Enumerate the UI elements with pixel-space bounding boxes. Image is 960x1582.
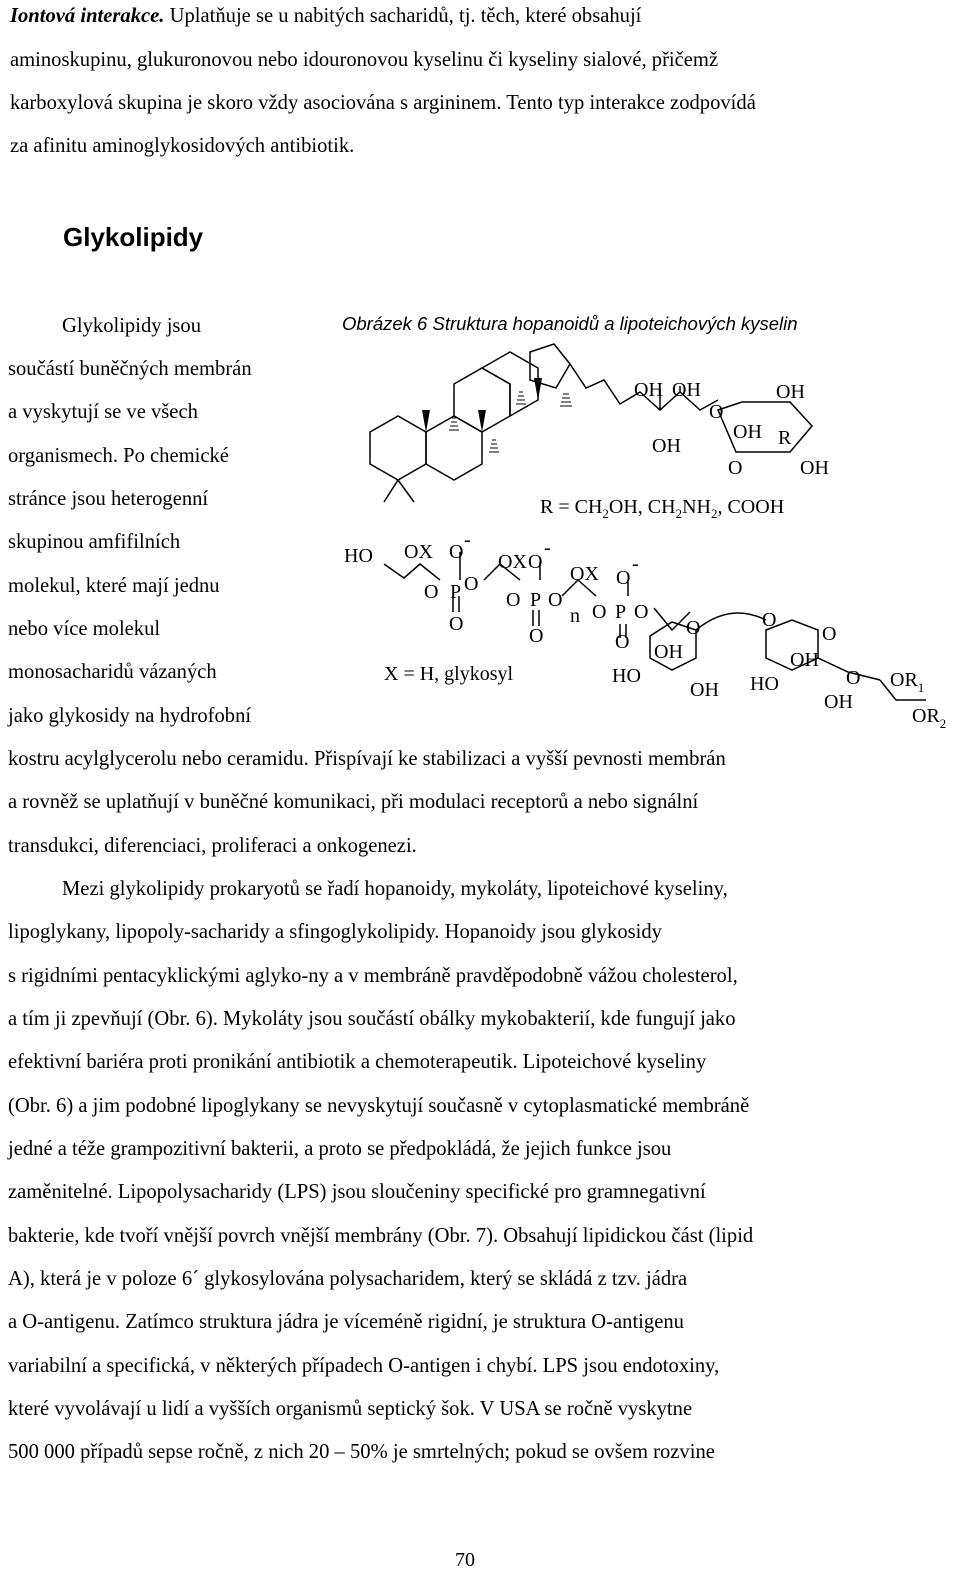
oxygen-label: O: [822, 623, 837, 645]
wrapped-line: skupinou amfifilních: [8, 531, 181, 553]
substituent-label: OX: [498, 551, 527, 573]
body-line: s rigidními pentacyklickými aglyko-ny a v membráně pravděpodobně vážou cholesterol,: [8, 965, 738, 987]
hydroxyl-label: OH: [672, 379, 701, 401]
wrapped-line: organismech. Po chemické: [8, 445, 229, 467]
oxygen-label: O: [634, 601, 649, 623]
body-line: efektivní bariéra proti pronikání antibiotik a chemoterapeutik. Lipoteichové kyseliny: [8, 1051, 707, 1073]
oxygen-label: O: [506, 589, 521, 611]
hydroxyl-label: OH: [733, 421, 762, 443]
charge-label: -: [464, 529, 471, 551]
hydroxyl-label: OH: [776, 381, 805, 403]
oxygen-label: O: [728, 457, 743, 479]
body-line: a tím ji zpevňují (Obr. 6). Mykoláty jsou součástí obálky mykobakterií, kde fungují jako: [8, 1008, 736, 1030]
wrapped-line: a vyskytují se ve všech: [8, 401, 198, 423]
phosphorus-label: P: [450, 581, 462, 603]
hydroxyl-label: HO: [612, 665, 641, 687]
oxygen-label: O: [529, 625, 544, 647]
x-definition: X = H, glykosyl: [384, 663, 514, 685]
intro-line-1: [10, 6, 641, 27]
oxygen-label: O: [615, 631, 630, 653]
wrapped-line: nebo více molekul: [8, 618, 161, 640]
body-line: (Obr. 6) a jim podobné lipoglykany se nevyskytují současně v cytoplasmatické membráně: [8, 1095, 750, 1117]
ester-label: $OR_1$: [890, 669, 925, 695]
charge-label: -: [544, 537, 551, 559]
repeat-count-label: n: [570, 605, 580, 627]
oxygen-label: O: [528, 551, 543, 573]
hopanoid-lipoteichoic-structure: [0, 340, 960, 740]
body-line: a rovněž se uplatňují v buněčné komunikaci, při modulaci receptorů a nebo signální: [8, 791, 699, 813]
charge-label: -: [632, 553, 639, 575]
r-definition: [540, 496, 784, 521]
page-number: 70: [455, 1549, 475, 1571]
intro-line-1-text: Uplatňuje se u nabitých sacharidů, tj. těch, které obsahují: [164, 5, 642, 27]
hydroxyl-label: OH: [654, 641, 683, 663]
body-line: A), která je v poloze 6´ glykosylována polysacharidem, který se skládá z tzv. jádra: [8, 1268, 688, 1290]
oxygen-label: O: [709, 401, 724, 423]
body-line: variabilní a specifická, v některých případech O-antigen i chybí. LPS jsou endotoxiny,: [8, 1355, 720, 1377]
phosphorus-label: P: [615, 601, 627, 623]
oxygen-label: O: [424, 581, 439, 603]
hydroxyl-label: OH: [652, 435, 681, 457]
intro-term: Iontová interakce.: [10, 5, 165, 27]
hydroxyl-label: OH: [824, 691, 853, 713]
oxygen-label: O: [464, 573, 479, 595]
oxygen-label: O: [548, 589, 563, 611]
body-line: a O-antigenu. Zatímco struktura jádra je víceméně rigidní, je struktura O-antigenu: [8, 1311, 684, 1333]
wrapped-line: Glykolipidy jsou: [62, 315, 202, 337]
body-line: bakterie, kde tvoří vnější povrch vnější membrány (Obr. 7). Obsahují lipidickou část (lipid: [8, 1225, 754, 1247]
body-line: transdukci, diferenciaci, proliferaci a onkogenezi.: [8, 835, 417, 857]
hydroxyl-label: HO: [750, 673, 779, 695]
wrapped-line: monosacharidů vázaných: [8, 661, 217, 683]
svg-text:R = CH2OH, CH2NH2, COOH: $R = CH_2OH$, $CH_2NH_2$, COOH: [540, 496, 785, 521]
phosphorus-label: P: [530, 589, 542, 611]
hydroxyl-label: OH: [634, 379, 663, 401]
hydroxyl-label: HO: [344, 545, 373, 567]
oxygen-label: O: [449, 541, 464, 563]
ester-label: $OR_2$: [912, 705, 947, 731]
substituent-label: OX: [570, 563, 599, 585]
oxygen-label: O: [449, 613, 464, 635]
body-line: jedné a téže grampozitivní bakterii, a proto se předpokládá, že jejich funkce jsou: [8, 1138, 672, 1160]
wrapped-line: stránce jsou heterogenní: [8, 488, 209, 510]
oxygen-label: O: [686, 617, 701, 639]
teichoic-labels: [344, 529, 648, 685]
wrapped-line: součástí buněčných membrán: [8, 358, 252, 380]
intro-line-4: za afinitu aminoglykosidových antibiotik.: [10, 135, 355, 157]
section-title: Glykolipidy: [63, 222, 204, 252]
body-line: které vyvolávají u lidí a vyšších organismů septický šok. V USA se ročně vyskytne: [8, 1398, 693, 1420]
body-line: kostru acylglycerolu nebo ceramidu. Přispívají ke stabilizaci a vyšší pevnosti membrán: [8, 748, 726, 770]
hydroxyl-label: OH: [800, 457, 829, 479]
body-line: lipoglykany, lipopoly-sacharidy a sfingoglykolipidy. Hopanoidy jsou glykosidy: [8, 921, 662, 943]
oxygen-label: O: [592, 601, 607, 623]
figure-caption: Obrázek 6 Struktura hopanoidů a lipoteichových kyselin: [342, 313, 798, 334]
oxygen-label: O: [616, 567, 631, 589]
wrapped-line: molekul, které mají jednu: [8, 575, 220, 597]
wrapped-line: jako glykosidy na hydrofobní: [8, 705, 252, 727]
body-line: Mezi glykolipidy prokaryotů se řadí hopanoidy, mykoláty, lipoteichové kyseliny,: [62, 878, 728, 900]
oxygen-label: O: [846, 667, 861, 689]
hopanoid-labels: [634, 379, 829, 479]
intro-line-3: karboxylová skupina je skoro vždy asociována s argininem. Tento typ interakce zodpovídá: [10, 92, 756, 114]
hydroxyl-label: OH: [790, 649, 819, 671]
hydroxyl-label: OH: [690, 679, 719, 701]
substituent-label: OX: [404, 541, 433, 563]
oxygen-label: O: [762, 609, 777, 631]
intro-line-2: aminoskupinu, glukuronovou nebo idouronovou kyselinu či kyseliny sialové, přičemž: [10, 49, 719, 71]
body-line: zaměnitelné. Lipopolysacharidy (LPS) jsou sloučeniny specifické pro gramnegativní: [8, 1181, 706, 1203]
r-group-label: R: [778, 427, 792, 449]
body-line: 500 000 případů sepse ročně, z nich 20 – 50% je smrtelných; pokud se ovšem rozvine: [8, 1441, 715, 1463]
lipid-labels: [612, 609, 946, 731]
